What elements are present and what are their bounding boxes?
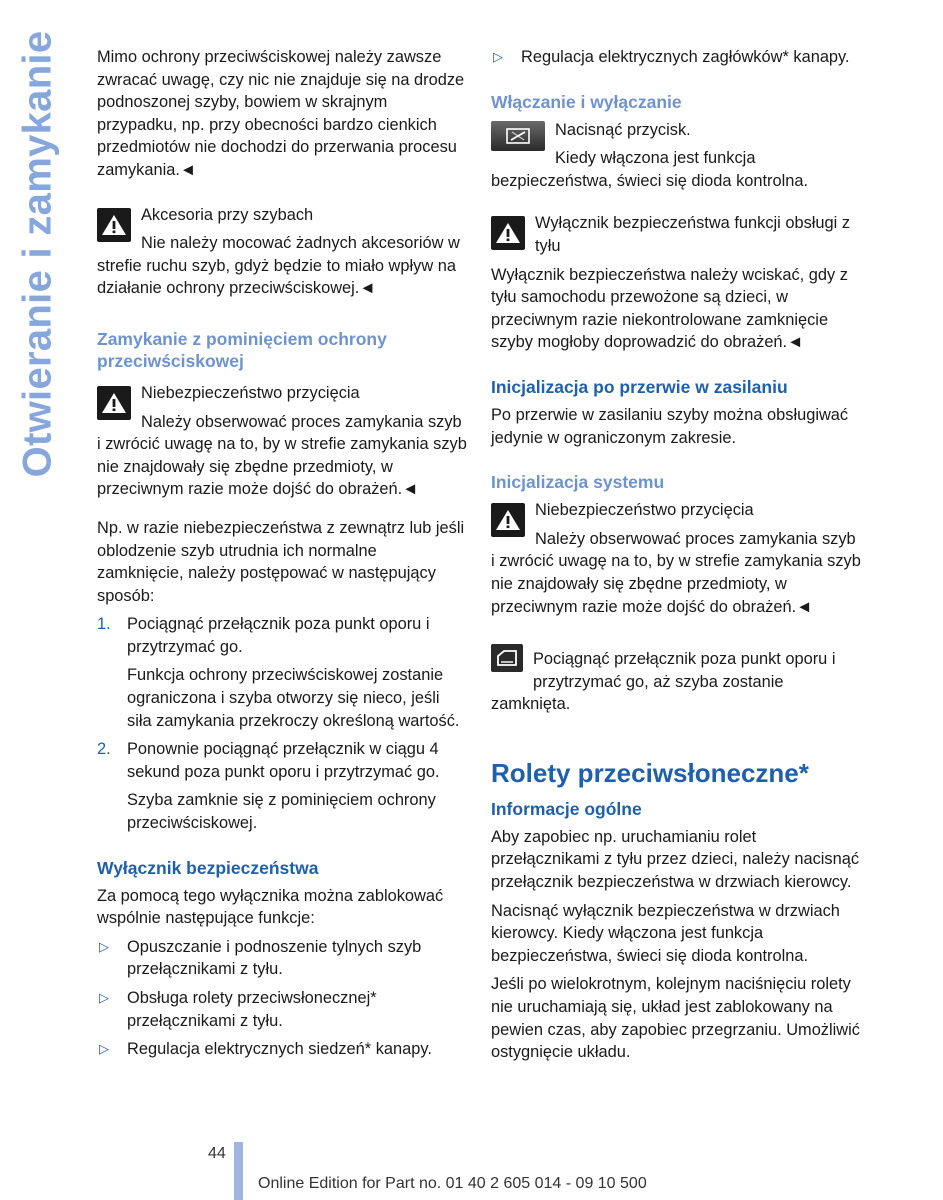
warning-title: Wyłącznik bezpieczeństwa funkcji obsługi z tyłu [535, 214, 851, 255]
safety-list [97, 936, 467, 1061]
heading-init-power: Inicjalizacja po przerwie w zasilaniu [491, 376, 788, 397]
heading-closing-bypass: Zamykanie z pominięciem ochrony przeciwściskowej [97, 328, 387, 371]
warning-pinching-2 [491, 499, 863, 624]
right-column [491, 46, 863, 1070]
list-item-text: Obsługa rolety przeciwsłonecznej* przełącznikami z tyłu. [127, 989, 377, 1030]
warning-icon [491, 503, 525, 537]
list-item-text: Opuszczanie i podnoszenie tylnych szyb przełącznikami z tyłu. [127, 937, 422, 979]
pull-switch-block [491, 642, 863, 722]
heading-on-off: Włączanie i wyłączanie [491, 91, 682, 112]
warning-text: Wyłącznik bezpieczeństwa należy wciskać, gdy z tyłu samochodu przewożone są dzieci, w przeciwnym razie niekontrolowane zamknięcie szyby mogłoby doprowadzić do obrażeń.◄ [491, 265, 848, 352]
warning-title: Akcesoria przy szybach [141, 205, 314, 224]
warning-text: Należy obserwować proces zamykania szyb i zwrócić uwagę na to, by w strefie zamykania szyb nie znajdowały się zbędne przedmioty, w przeciwnym razie może dojść do obrażeń.◄ [491, 529, 861, 616]
list-item-text: Regulacja elektrycznych siedzeń* kanapy. [127, 1040, 432, 1059]
warning-icon [97, 386, 131, 420]
list-item [97, 936, 467, 981]
list-item-text: Regulacja elektrycznych zagłówków* kanapy. [521, 48, 850, 66]
page-number: 44 [208, 1145, 226, 1162]
closing-steps [97, 613, 467, 658]
press-info-text: Kiedy włączona jest funkcja bezpieczeństwa, świeci się dioda kontrolna. [491, 149, 809, 190]
heading-init-system: Inicjalizacja systemu [491, 472, 665, 493]
step-number: 2. [97, 740, 111, 759]
bullet-arrow-icon: ▷ [99, 1041, 109, 1057]
general-text-1: Aby zapobiec np. uruchamianiu rolet przełącznikami z tyłu przez dzieci, należy nacisnąć przełącznik bezpieczeństwa w drzwiach kierowcy. [491, 827, 860, 892]
intro-paragraph: Mimo ochrony przeciwściskowej należy zawsze zwracać uwagę, czy nic nie znajduje się na drodze podnoszonej szyby, bowiem w skrajnym przypadku, np. przy obecności bardzo cienkich przedmiotów nie dochodzi do przerwania procesu zamykania.◄ [97, 48, 465, 179]
window-switch-icon [491, 644, 523, 672]
safety-intro: Za pomocą tego wyłącznika można zablokować wspólnie następujące funkcje: [97, 886, 444, 928]
safety-button-icon [491, 121, 545, 151]
side-section-title [14, 30, 62, 478]
list-item [491, 46, 863, 69]
bullet-arrow-icon: ▷ [99, 990, 109, 1005]
warning-icon [97, 208, 131, 242]
general-text-2: Nacisnąć wyłącznik bezpieczeństwa w drzwiach kierowcy. Kiedy włączona jest funkcja bezpieczeństwa, świeci się dioda kontrolna. [491, 901, 840, 965]
warning-text: Nie należy mocować żadnych akcesoriów w strefie ruchu szyb, gdyż będzie to miało wpływ na działanie ochrony przeciwściskowej.◄ [97, 234, 460, 298]
warning-title: Niebezpieczeństwo przycięcia [535, 501, 754, 520]
step-sub-text: Funkcja ochrony przeciwściskowej zostanie ograniczona i szyba otworzy się nieco, jeśli siła zamykania przekroczy określoną wartość. [127, 666, 460, 730]
closing-steps-2 [97, 738, 467, 783]
warning-accessories [97, 204, 467, 306]
heading-sun-blinds: Rolety przeciwsłoneczne* [491, 757, 809, 788]
warning-pinching [97, 382, 467, 507]
list-item [97, 613, 467, 658]
step-number: 1. [97, 615, 111, 634]
list-item [97, 987, 467, 1032]
safety-list-continued [491, 46, 863, 69]
heading-safety-switch: Wyłącznik bezpieczeństwa [97, 857, 319, 878]
warning-text: Należy obserwować proces zamykania szyb i zwrócić uwagę na to, by w strefie zamykania szyb nie znajdowały się zbędne przedmioty, w przeciwnym razie może dojść do obrażeń.◄ [97, 412, 467, 499]
pull-switch-text: Pociągnąć przełącznik poza punkt oporu i przytrzymać go, aż szyba zostanie zamknięta. [491, 650, 836, 714]
press-button-text: Nacisnąć przycisk. [555, 120, 691, 139]
step-sub-text: Szyba zamknie się z pominięciem ochrony przeciwściskowej. [127, 791, 436, 833]
list-item [97, 1038, 467, 1061]
side-title-text: Otwieranie i zamykanie [15, 30, 60, 478]
list-item [97, 738, 467, 783]
bullet-arrow-icon: ▷ [493, 49, 503, 64]
press-button-block [491, 119, 863, 199]
init-power-text: Po przerwie w zasilaniu szyby można obsługiwać jedynie w ograniczonym zakresie. [491, 405, 849, 447]
step-text: Ponownie pociągnąć przełącznik w ciągu 4 sekund poza punkt oporu i przytrzymać go. [127, 740, 440, 781]
footer-edition: Online Edition for Part no. 01 40 2 605 014 - 09 10 500 [258, 1175, 647, 1192]
general-text-3: Jeśli po wielokrotnym, kolejnym naciśnięciu rolety nie uruchamiają się, układ jest zablokowany na pewien czas, aby zapobiec przegrzaniu. Umożliwić ostygnięcie układu. [491, 975, 860, 1062]
bullet-arrow-icon: ▷ [99, 938, 109, 954]
warning-icon [491, 216, 525, 250]
heading-general-info: Informacje ogólne [491, 798, 642, 819]
closing-intro: Np. w razie niebezpieczeństwa z zewnątrz lub jeśli oblodzenie szyb utrudnia ich normalne zamknięcie, należy postępować w następujący sposób: [97, 518, 465, 605]
left-column [97, 46, 467, 1067]
warning-title: Niebezpieczeństwo przycięcia [141, 383, 360, 402]
step-text: Pociągnąć przełącznik poza punkt oporu i przytrzymać go. [127, 615, 430, 656]
footer-bar [234, 1142, 243, 1200]
warning-rear-safety [491, 212, 863, 354]
